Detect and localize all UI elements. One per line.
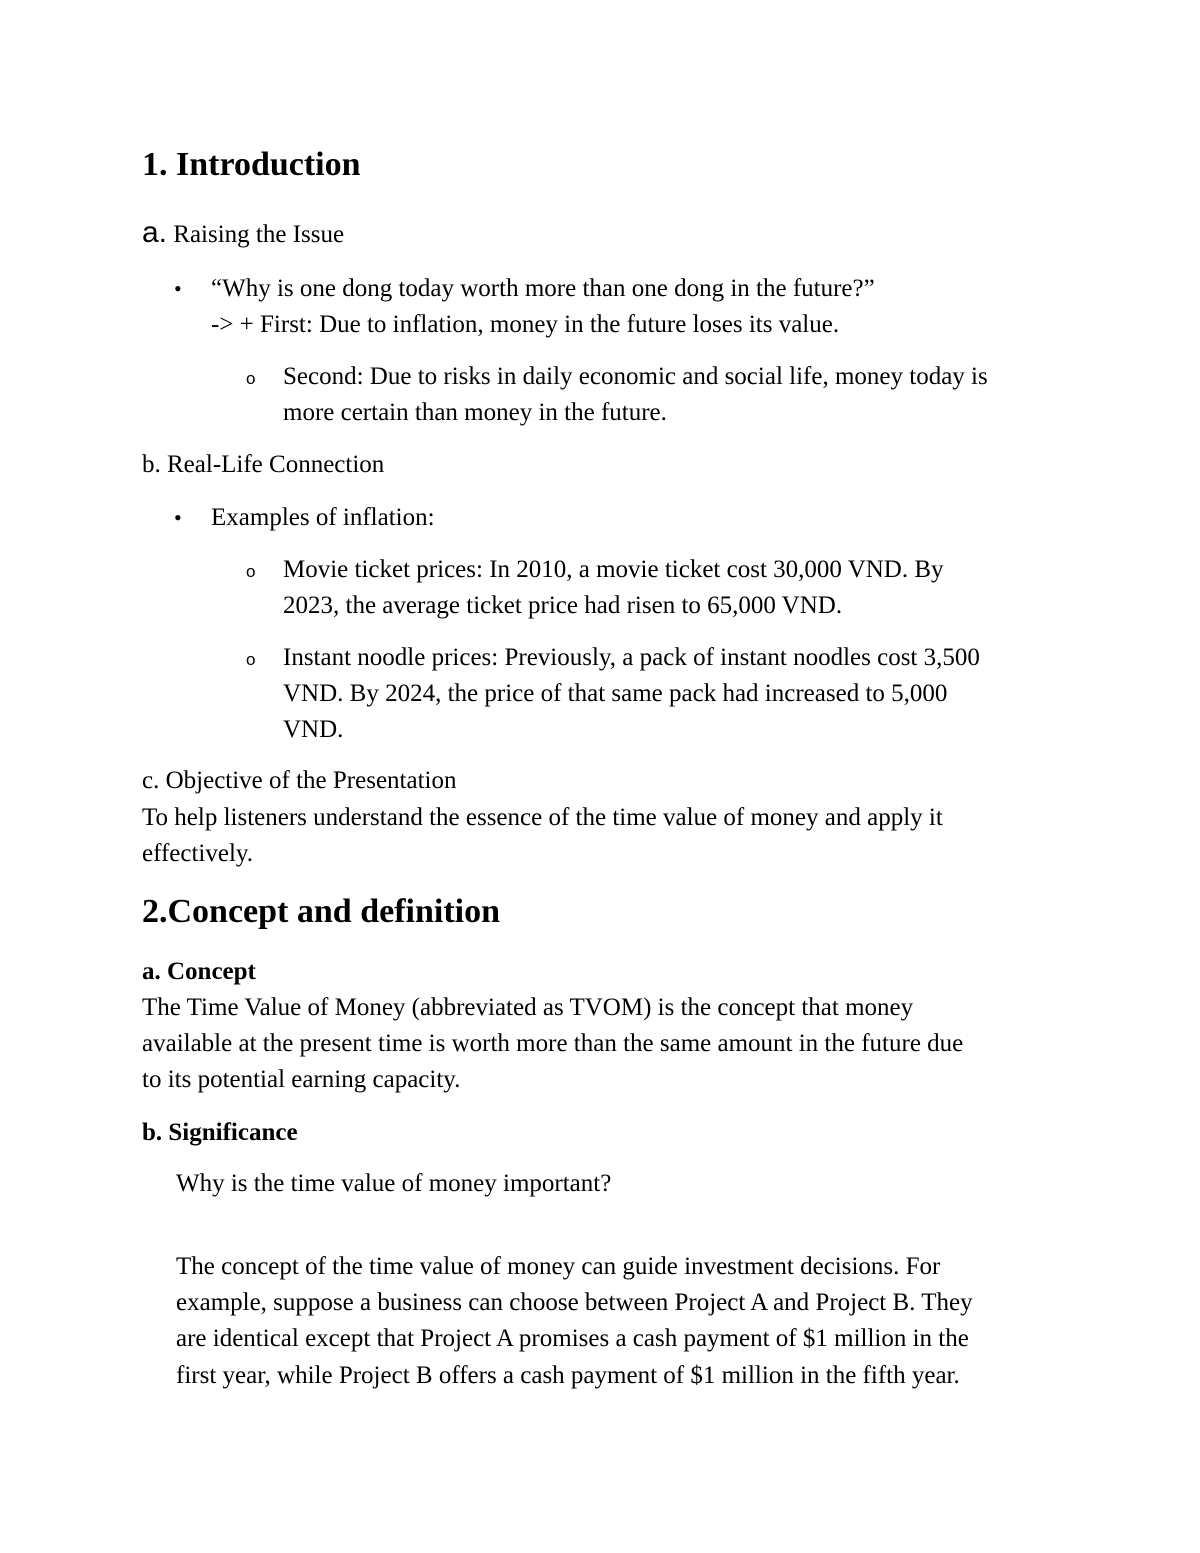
second-reason-line-2: more certain than money in the future. <box>283 399 667 426</box>
bullet-icon: • <box>174 505 182 530</box>
noodle-example-line-3: VND. <box>283 716 344 743</box>
objective-line-1: To help listeners understand the essence of the time value of money and apply it <box>142 804 943 831</box>
significance-line-4: first year, while Project B offers a cash payment of $1 million in the fifth year. <box>176 1362 960 1389</box>
significance-question: Why is the time value of money important? <box>176 1170 612 1197</box>
first-reason: -> + First: Due to inflation, money in the future loses its value. <box>211 311 840 338</box>
noodle-example-line-1: Instant noodle prices: Previously, a pack of instant noodles cost 3,500 <box>283 644 980 671</box>
bullet-icon: • <box>174 276 182 301</box>
concept-line-3: to its potential earning capacity. <box>142 1066 461 1093</box>
second-reason-line-1: Second: Due to risks in daily economic and social life, money today is <box>283 363 988 390</box>
subsection-1c-title: c. Objective of the Presentation <box>142 767 457 794</box>
inflation-examples-bullet: Examples of inflation: <box>211 504 435 531</box>
concept-line-1: The Time Value of Money (abbreviated as TVOM) is the concept that money <box>142 994 914 1021</box>
subsection-1a-heading <box>142 218 344 250</box>
subsection-1a-marker: a. <box>142 216 168 249</box>
question-bullet: “Why is one dong today worth more than one dong in the future?” <box>211 275 875 302</box>
significance-line-2: example, suppose a business can choose between Project A and Project B. They <box>176 1289 973 1316</box>
movie-example-line-1: Movie ticket prices: In 2010, a movie ticket cost 30,000 VND. By <box>283 556 944 583</box>
noodle-example-line-2: VND. By 2024, the price of that same pack had increased to 5,000 <box>283 680 948 707</box>
circle-bullet-icon: o <box>246 562 256 581</box>
concept-line-2: available at the present time is worth more than the same amount in the future due <box>142 1030 964 1057</box>
section-2-heading: 2.Concept and definition <box>142 893 500 930</box>
subsection-1a-title: Raising the Issue <box>173 221 345 248</box>
significance-line-3: are identical except that Project A promises a cash payment of $1 million in the <box>176 1325 969 1352</box>
subsection-2a-title: a. Concept <box>142 958 256 985</box>
circle-bullet-icon: o <box>246 369 256 388</box>
circle-bullet-icon: o <box>246 650 256 669</box>
objective-line-2: effectively. <box>142 840 254 867</box>
movie-example-line-2: 2023, the average ticket price had risen to 65,000 VND. <box>283 592 843 619</box>
significance-line-1: The concept of the time value of money can guide investment decisions. For <box>176 1253 941 1280</box>
subsection-2b-title: b. Significance <box>142 1119 298 1146</box>
subsection-1b-title: b. Real-Life Connection <box>142 451 385 478</box>
section-1-heading: 1. Introduction <box>142 146 361 183</box>
